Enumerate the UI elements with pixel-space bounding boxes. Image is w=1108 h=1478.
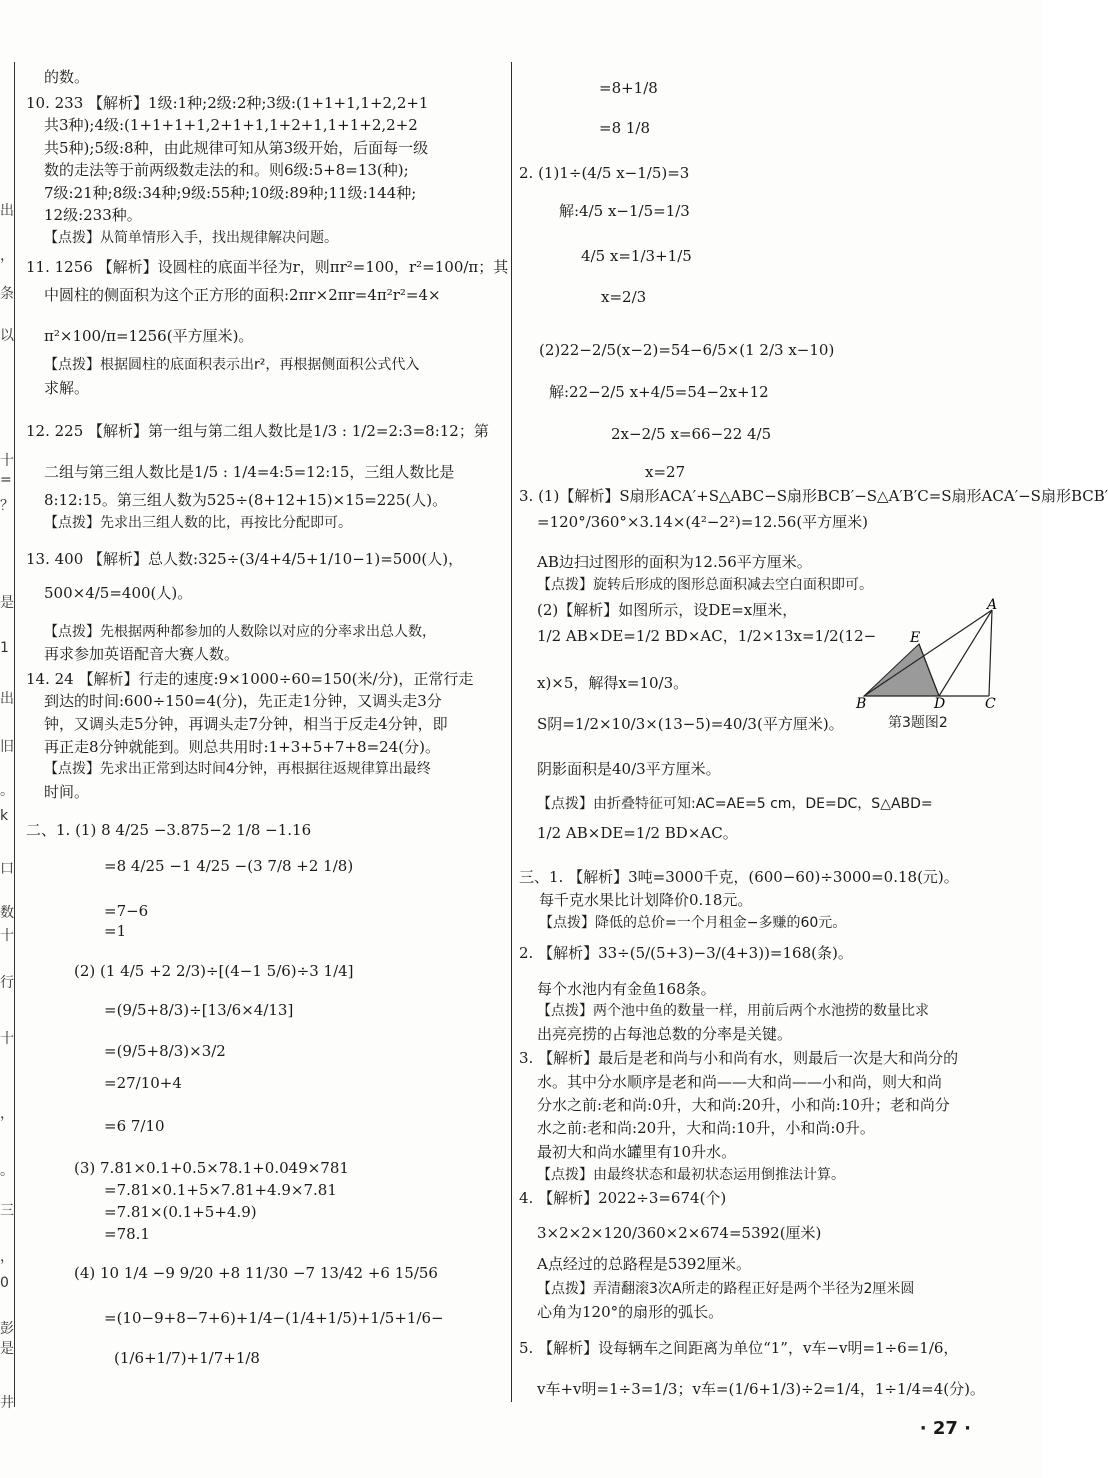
right-column-line: 三、1. 【解析】3吨=3000千克，(600−60)÷3000=0.18(元)。 bbox=[519, 868, 959, 886]
left-column-line: 中圆柱的侧面积为这个正方形的面积:2πr×2πr=4π²r²=4× bbox=[44, 286, 441, 304]
left-column-line: =1 bbox=[104, 922, 127, 940]
right-column-line: 3×2×2×120/360×2×674=5392(厘米) bbox=[537, 1224, 822, 1242]
margin-mark: 井 bbox=[0, 1395, 14, 1411]
right-column-line: =8+1/8 bbox=[599, 79, 658, 97]
left-column-line: =6 7/10 bbox=[104, 1117, 165, 1135]
left-column-line: 【点拨】先求出正常到达时间4分钟，再根据往返规律算出最终 bbox=[44, 761, 431, 777]
left-column-line: 二组与第三组人数比是1/5 : 1/4=4:5=12:15，三组人数比是 bbox=[44, 463, 455, 481]
right-column-line: 水。其中分水顺序是老和尚——大和尚——小和尚，则大和尚 bbox=[537, 1073, 943, 1091]
margin-mark: 十 bbox=[0, 928, 14, 944]
margin-mark: 口 bbox=[0, 861, 14, 877]
right-column-line: 解:4/5 x−1/5=1/3 bbox=[559, 202, 690, 220]
label-d: D bbox=[934, 696, 946, 712]
left-column-line: 12级:233种。 bbox=[44, 206, 142, 224]
right-column-line: 4/5 x=1/3+1/5 bbox=[581, 247, 692, 265]
right-column-line: 1/2 AB×DE=1/2 BD×AC。 bbox=[537, 824, 738, 842]
right-column-line: 2x−2/5 x=66−22 4/5 bbox=[611, 425, 772, 443]
segment-ad bbox=[939, 610, 992, 696]
right-column-line: x=2/3 bbox=[601, 288, 647, 306]
left-column-line: 13. 400 【解析】总人数:325÷(3/4+4/5+1/10−1)=500(人)， bbox=[26, 550, 464, 568]
margin-mark: 0 bbox=[0, 1275, 9, 1291]
margin-mark: ， bbox=[0, 1249, 14, 1265]
right-column-line: 每千克水果比计划降价0.18元。 bbox=[539, 891, 753, 909]
right-column-line: 最初大和尚水罐里有10升水。 bbox=[537, 1143, 737, 1161]
margin-mark: 是 bbox=[0, 1341, 14, 1357]
margin-mark: 行 bbox=[0, 975, 14, 991]
left-column-line: π²×100/π=1256(平方厘米)。 bbox=[44, 327, 254, 345]
left-column-line: 共3种);4级:(1+1+1+1,2+1+1,1+2+1,1+1+2,2+2 bbox=[44, 116, 418, 134]
margin-mark: 彭 bbox=[0, 1321, 14, 1337]
left-column-line: 12. 225 【解析】第一组与第二组人数比是1/3 : 1/2=2:3=8:12；第 bbox=[26, 422, 489, 440]
margin-mark: 条 bbox=[0, 286, 14, 302]
left-column-line: 10. 233 【解析】1级:1种;2级:2种;3级:(1+1+1,1+2,2+1 bbox=[26, 94, 429, 112]
figure-caption: 第3题图2 bbox=[888, 715, 948, 731]
right-column-line: 分水之前:老和尚:0升，大和尚:20升，小和尚:10升；老和尚分 bbox=[537, 1096, 950, 1114]
margin-mark: = bbox=[0, 472, 12, 488]
left-column-line: 钟，又调头走5分钟，再调头走7分钟，相当于反走4分钟，即 bbox=[44, 715, 448, 733]
right-column-line: 【点拨】旋转后形成的图形总面积减去空白面积即可。 bbox=[537, 577, 873, 593]
right-column-line: S阴=1/2×10/3×(13−5)=40/3(平方厘米)。 bbox=[537, 715, 844, 733]
binding-line bbox=[14, 62, 15, 1407]
left-column-line: 7级:21种;8级:34种;9级:55种;10级:89种;11级:144种; bbox=[44, 184, 417, 202]
margin-mark: 三 bbox=[0, 1203, 14, 1219]
left-column-line: =(9/5+8/3)×3/2 bbox=[104, 1042, 226, 1060]
left-column-line: =(10−9+8−7+6)+1/4−(1/4+1/5)+1/5+1/6− bbox=[104, 1309, 444, 1327]
left-column-line: 500×4/5=400(人)。 bbox=[44, 584, 193, 602]
right-column-line: 心角为120°的扇形的弧长。 bbox=[537, 1303, 724, 1321]
margin-mark: ， bbox=[0, 1106, 14, 1122]
left-column-line: =7.81×(0.1+5+4.9) bbox=[104, 1203, 257, 1221]
margin-mark: 1 bbox=[0, 640, 9, 656]
right-column-line: =8 1/8 bbox=[599, 119, 651, 137]
margin-mark: ， bbox=[0, 248, 14, 264]
margin-mark: 。 bbox=[0, 783, 14, 799]
left-column-line: =7−6 bbox=[104, 902, 149, 920]
label-a: A bbox=[987, 597, 998, 613]
margin-mark: 出 bbox=[0, 691, 14, 707]
margin-mark: 数 bbox=[0, 905, 14, 921]
side-ac bbox=[989, 610, 992, 696]
margin-mark: 出 bbox=[0, 203, 14, 219]
right-column-line: 出亮亮捞的占每池总数的分率是关键。 bbox=[537, 1025, 793, 1043]
left-column-line: 二、1. (1) 8 4/25 −3.875−2 1/8 −1.16 bbox=[26, 821, 312, 839]
right-column-line: x=27 bbox=[645, 463, 686, 481]
left-column-line: 共5种);5级:8种，由此规律可知从第3级开始，后面每一级 bbox=[44, 139, 429, 157]
left-column-line: 再正走8分钟就能到。则总共用时:1+3+5+7+8=24(分)。 bbox=[44, 738, 440, 756]
left-column-line: 时间。 bbox=[44, 783, 90, 801]
right-column-line: x)×5，解得x=10/3。 bbox=[537, 674, 689, 692]
left-column-line: =78.1 bbox=[104, 1225, 150, 1243]
left-column-line: 的数。 bbox=[44, 68, 90, 86]
triangle-figure bbox=[852, 598, 1002, 710]
right-column-line: 【点拨】由折叠特征可知:AC=AE=5 cm，DE=DC，S△ABD= bbox=[537, 796, 933, 812]
margin-mark: 。 bbox=[0, 1163, 14, 1179]
left-column-line: 【点拨】从简单情形入手，找出规律解决问题。 bbox=[44, 230, 338, 246]
column-divider bbox=[511, 62, 512, 1402]
left-column-line: 11. 1256 【解析】设圆柱的底面半径为r，则πr²=100，r²=100/π；其 bbox=[26, 258, 509, 276]
right-column-line: v车+v明=1÷3=1/3；v车=(1/6+1/3)÷2=1/4，1÷1/4=4(分)。 bbox=[537, 1380, 985, 1398]
left-column-line: (4) 10 1/4 −9 9/20 +8 11/30 −7 13/42 +6 15/56 bbox=[74, 1264, 438, 1282]
right-column-line: (2)22−2/5(x−2)=54−6/5×(1 2/3 x−10) bbox=[539, 341, 835, 359]
right-column-line: 解:22−2/5 x+4/5=54−2x+12 bbox=[549, 383, 769, 401]
right-column-line: 阴影面积是40/3平方厘米。 bbox=[537, 760, 721, 778]
left-column-line: 再求参加英语配音大赛人数。 bbox=[44, 645, 240, 663]
left-column-line: =27/10+4 bbox=[104, 1074, 182, 1092]
right-column-line: 【点拨】降低的总价=一个月租金−多赚的60元。 bbox=[539, 915, 847, 931]
left-column-line: =8 4/25 −1 4/25 −(3 7/8 +2 1/8) bbox=[104, 857, 354, 875]
margin-mark: 旧 bbox=[0, 739, 14, 755]
left-column-line: 【点拨】先根据两种都参加的人数除以对应的分率求出总人数， bbox=[44, 624, 436, 640]
left-column-line: 求解。 bbox=[44, 379, 90, 397]
right-column-line: 水之前:老和尚:20升，大和尚:10升，小和尚:0升。 bbox=[537, 1119, 875, 1137]
left-column-line: 到达的时间:600÷150=4(分)，先正走1分钟，又调头走3分 bbox=[44, 692, 442, 710]
left-column-line: 数的走法等于前两级数走法的和。则6级:5+8=13(种); bbox=[44, 161, 409, 179]
right-column-line: 1/2 AB×DE=1/2 BD×AC，1/2×13x=1/2(12− bbox=[537, 627, 877, 645]
left-column-line: 8:12:15。第三组人数为525÷(8+12+15)×15=225(人)。 bbox=[44, 491, 448, 509]
left-column-line: (2) (1 4/5 +2 2/3)÷[(4−1 5/6)÷3 1/4] bbox=[74, 962, 354, 980]
left-column-line: =7.81×0.1+5×7.81+4.9×7.81 bbox=[104, 1181, 337, 1199]
margin-mark: 十 bbox=[0, 453, 14, 469]
label-c: C bbox=[985, 696, 996, 712]
label-b: B bbox=[856, 696, 867, 712]
right-column-line: 2. 【解析】33÷(5/(5+3)−3/(4+3))=168(条)。 bbox=[519, 944, 853, 962]
right-column-line: AB边扫过图形的面积为12.56平方厘米。 bbox=[537, 553, 812, 571]
margin-mark: k bbox=[0, 808, 9, 824]
left-column-line: 【点拨】根据圆柱的底面积表示出r²，再根据侧面积公式代入 bbox=[44, 357, 420, 373]
right-column-line: 【点拨】两个池中鱼的数量一样，用前后两个水池捞的数量比求 bbox=[537, 1003, 929, 1019]
margin-mark: 是 bbox=[0, 595, 14, 611]
left-column-line: =(9/5+8/3)÷[13/6×4/13] bbox=[104, 1001, 294, 1019]
left-column-line: (1/6+1/7)+1/7+1/8 bbox=[114, 1349, 260, 1367]
right-column-line: (2)【解析】如图所示，设DE=x厘米， bbox=[537, 601, 798, 619]
left-column-line: 14. 24 【解析】行走的速度:9×1000÷60=150(米/分)，正常行走 bbox=[26, 670, 474, 688]
right-column-line: 【点拨】由最终状态和最初状态运用倒推法计算。 bbox=[537, 1167, 845, 1183]
page-number: · 27 · bbox=[919, 1418, 971, 1439]
right-column-line: 3. 【解析】最后是老和尚与小和尚有水，则最后一次是大和尚分的 bbox=[519, 1049, 959, 1067]
right-column-line: 3. (1)【解析】S扇形ACA′+S△ABC−S扇形BCB′−S△A′B′C=S扇形ACA′−S扇形BCB′ bbox=[519, 487, 1108, 505]
right-column-line: A点经过的总路程是5392厘米。 bbox=[537, 1255, 752, 1273]
margin-mark: ？ bbox=[0, 498, 14, 514]
right-column-line: =120°/360°×3.14×(4²−2²)=12.56(平方厘米) bbox=[537, 513, 869, 531]
margin-mark: 十 bbox=[0, 1031, 14, 1047]
left-column-line: 【点拨】先求出三组人数的比，再按比分配即可。 bbox=[44, 515, 352, 531]
right-column-line: 2. (1)1÷(4/5 x−1/5)=3 bbox=[519, 164, 690, 182]
right-column-line: 5. 【解析】设每辆车之间距离为单位“1”，v车−v明=1÷6=1/6， bbox=[519, 1339, 959, 1357]
right-column-line: 【点拨】弄清翻滚3次A所走的路程正好是两个半径为2厘米圆 bbox=[537, 1281, 915, 1297]
label-e: E bbox=[910, 630, 921, 646]
margin-mark: 以 bbox=[0, 328, 14, 344]
left-column-line: (3) 7.81×0.1+0.5×78.1+0.049×781 bbox=[74, 1159, 349, 1177]
right-column-line: 4. 【解析】2022÷3=674(个) bbox=[519, 1189, 727, 1207]
right-column-line: 每个水池内有金鱼168条。 bbox=[537, 980, 716, 998]
